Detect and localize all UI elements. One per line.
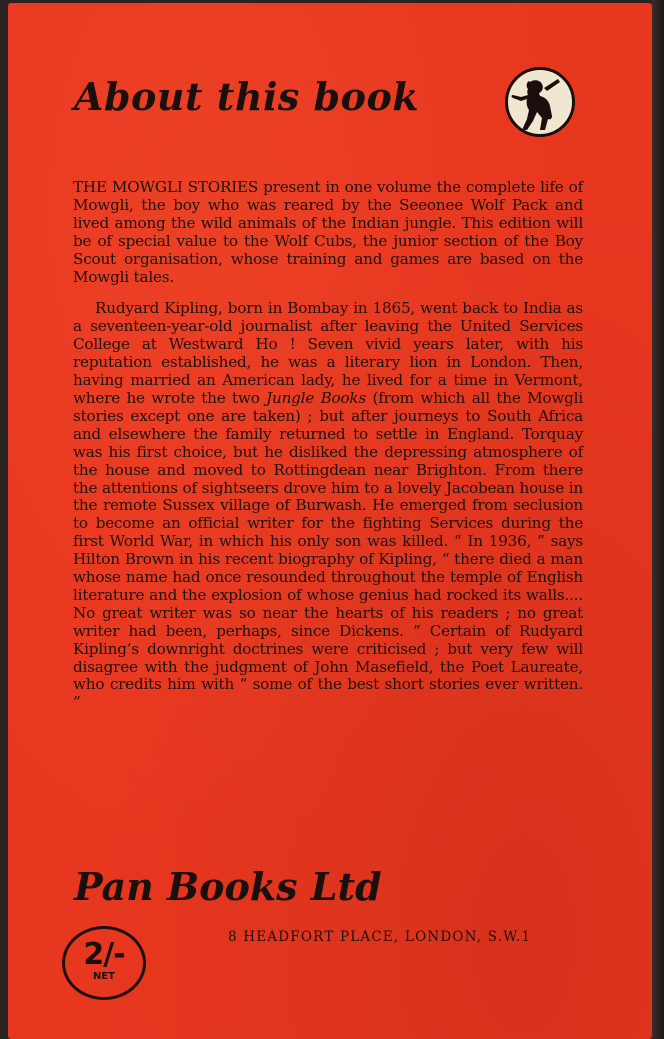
paragraph-2-text-b: (from which all the Mowgli stories except one are taken) ; but after journeys to South Africa and elsewhere the family returned to settle in England. Torquay was his first choice, but he disliked the depressing atmosphere of the house and moved to Rottingdean near Brighton. From there the attentions of sightseers drove him to a lovely Jacobean house in the remote Sussex village of Burwash. He emerged from seclusion to become an official writer for the fighting Services during the first World War, in which his only son was killed. “ In 1936, ” says Hilton Brown in his recent biography of Kipling, “ there died a man whose name had once resounded throughout the temple of English literature and the explosion of whose genius had rocked its walls.... No great writer was so near the hearts of his readers ; no great writer had been, perhaps, since Dickens. ” Certain of Rudyard Kipling’s downright doctrines were criticised ; but very few will disagree with the judgment of John Masefield, the Poet Laureate, who credits him with “ some of the best short stories ever written. ” <box>73 388 583 712</box>
about-text <box>73 179 583 726</box>
price-value: 2/- <box>83 937 125 972</box>
paragraph-1-text: THE MOWGLI STORIES present in one volume the complete life of Mowgli, the boy who was reared by the Seeonee Wolf Pack and lived among the wild animals of the Indian jungle. This edition will be of special value to the Wolf Cubs, the junior section of the Boy Scout organisation, whose training and games are based on the Mowgli tales. <box>73 178 583 286</box>
pan-piper-silhouette-icon <box>508 70 572 134</box>
about-paragraph-2 <box>73 300 583 712</box>
publisher-address: 8 HEADFORT PLACE, LONDON, S.W.1 <box>228 929 532 945</box>
paragraph-2-text-a: Rudyard Kipling, born in Bombay in 1865, went back to India as a seventeen-year-old journalist after leaving the United Services College at Westward Ho ! Seven vivid years later, with his reputation established, he was a literary lion in London. Then, having married an American lady, he lived for a time in Vermont, where he wrote the two <box>73 299 583 407</box>
price-net-label: NET <box>92 971 116 982</box>
paragraph-2-title-italic: Jungle Books <box>266 388 367 407</box>
price-badge <box>62 926 146 1000</box>
spine-edge <box>652 0 664 1039</box>
pan-piper-logo-icon <box>505 67 575 137</box>
heading: About this book <box>74 74 420 119</box>
publisher-name: Pan Books Ltd <box>74 864 382 909</box>
about-paragraph-1 <box>73 179 583 286</box>
